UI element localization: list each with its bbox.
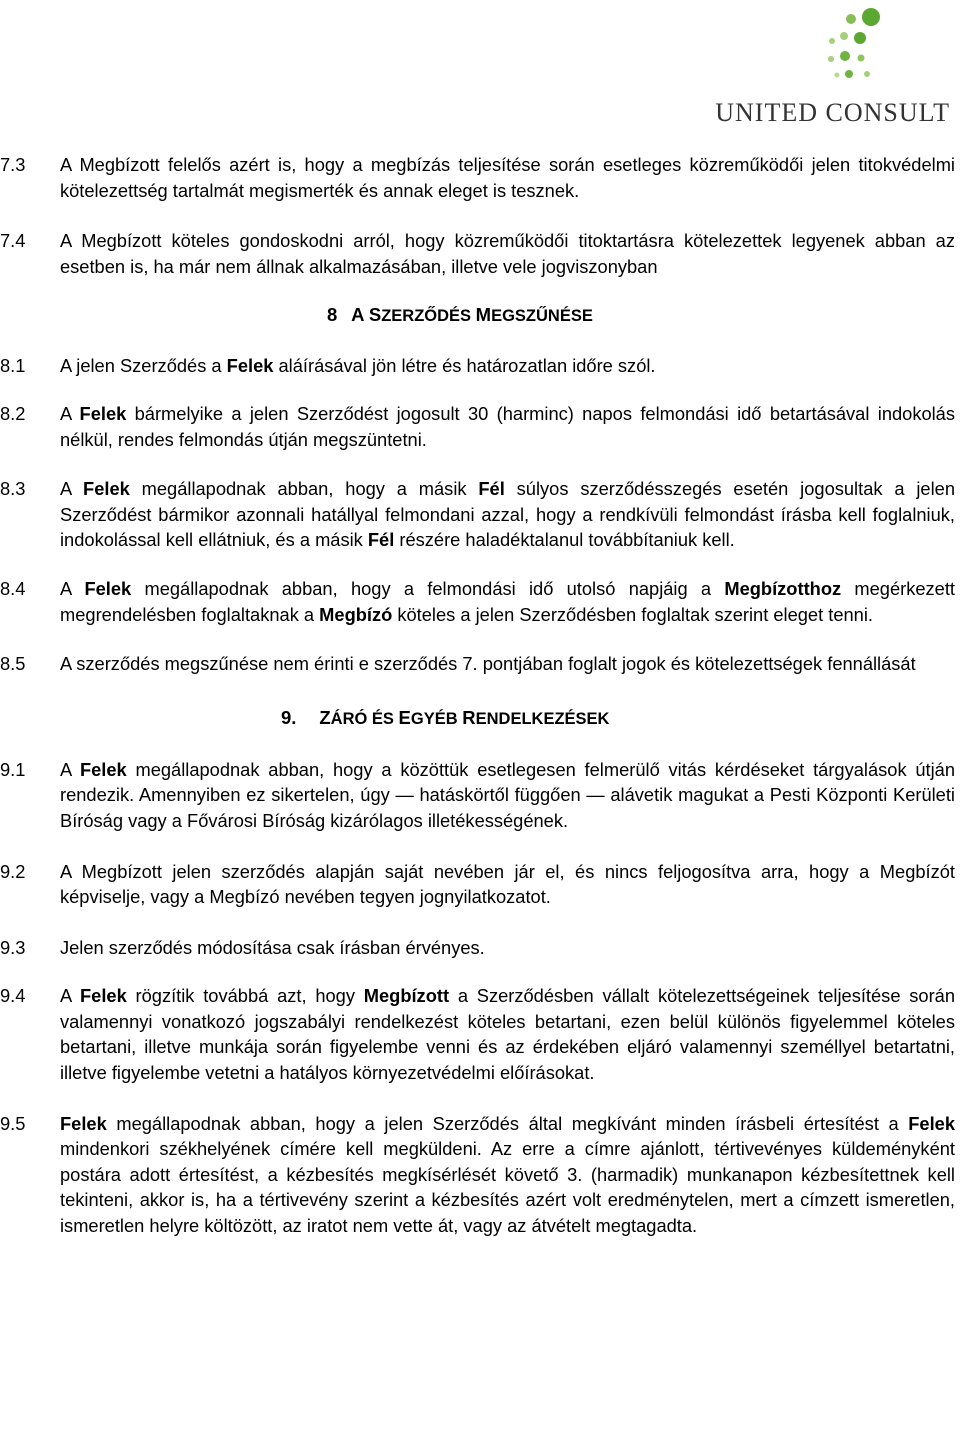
section-8-heading: 8 A SZERZŐDÉS MEGSZŰNÉSE [327,304,593,326]
clause-text: A Megbízott jelen szerződés alapján saját nevében jár el, és nincs feljogosítva arra, hogy a Megbízót képviselje, vagy a Megbízó nevében tegyen jognyilatkozatot. [60,860,955,908]
clause-7-4 [0,228,955,279]
clause-text: A Megbízott felelős azért is, hogy a megbízás teljesítése során esetleges közreműködői jelen titokvédelmi kötelezettség tartalmát megismerték és annak eleget is tesznek. [60,154,955,201]
section-9-heading: 9. ZÁRÓ ÉS EGYÉB RENDELKEZÉSEK [281,706,610,728]
section-number: 8 [327,304,338,326]
clause-8-1: 8.1 A jelen Szerződés a Felek aláírásával jön létre és határozatlan időre szól. [0,353,955,379]
clause-number: 9.1 [0,758,26,780]
clause-9-2 [0,859,955,910]
document-body [0,152,960,1239]
logo-text: UNITED CONSULT [715,98,950,127]
clause-number: 8.2 [0,402,26,424]
clause-8-2: 8.2 A Felek bármelyike a jelen Szerződést jogosult 30 (harminc) napos felmondási idő betartásával indokolás nélkül, rendes felmondás útján megszüntetni. [0,402,955,450]
clause-number: 8.1 [0,355,26,377]
section-number: 9. [281,706,297,728]
clause-number: 8.4 [0,577,26,599]
clause-9-4: 9.4 A Felek rögzítik továbbá azt, hogy Megbízott a Szerződésben vállalt kötelezettségeinek teljesítése során valamennyi vonatkozó jogszabályi rendelkezést köteles betartani, ezen belül különös figyelemmel köteles betartani, illetve munkája során figyelembe venni és az érdekében eljáró valamennyi személlyel betartatni, illetve figyelembe vetetni a hatályos környezetvédelmi előírásokat. [0,985,956,1084]
clause-9-3 [0,935,955,961]
clause-number: 9.4 [0,985,26,1007]
clause-8-5 [0,651,955,677]
clause-8-4: 8.4 A Felek megállapodnak abban, hogy a felmondási idő utolsó napjáig a Megbízotthoz megérkezett megrendelésben foglaltaknak a Megbízó köteles a jelen Szerződésben foglaltak szerint eleget tenni. [0,577,956,625]
clause-number: 8.3 [0,478,26,500]
clause-7-3 [0,152,955,203]
clause-text: A Megbízott köteles gondoskodni arról, hogy közreműködői titoktartásra kötelezettek legyenek abban az esetben is, ha már nem állnak alkalmazásában, illetve vele jogviszonyban [60,230,955,277]
clause-text: A szerződés megszűnése nem érinti e szerződés 7. pontjában foglalt jogok és kötelezettségek fennállását [60,653,916,675]
clause-number: 7.4 [0,230,26,252]
clause-9-5: 9.5 Felek megállapodnak abban, hogy a jelen Szerződés által megkívánt minden írásbeli értesítést a Felek mindenkori székhelyének címére kell megküldeni. Az erre a címre ajánlott, tértivevényes küldeményként postára adott értesítést, a kézbesítés megkísérlését követő 3. (harmadik) munkanapon kézbesítettnek kell tekinteni, akkor is, ha a tértivevény szerint a kézbesítés azért volt eredménytelen, mert a címzett ismeretlen, ismeretlen helyre költözött, az iratot nem vette át, vagy az átvételt megtagadta. [0,1112,955,1237]
clause-text: Jelen szerződés módosítása csak írásban érvényes. [60,936,485,958]
clause-9-1: 9.1 A Felek megállapodnak abban, hogy a közöttük esetlegesen felmerülő vitás kérdéseket tárgyalások útján rendezik. Amennyiben ez sikertelen, úgy — hatáskörtől függően — alávetik magukat a Pesti Központi Kerületi Bíróság vagy a Fővárosi Bíróság kizárólagos illetékességének. [0,758,956,831]
clause-number: 9.2 [0,860,26,882]
clause-number: 8.5 [0,653,26,675]
clause-number: 7.3 [0,154,26,175]
clause-number: 9.3 [0,936,26,958]
clause-8-3: 8.3 A Felek megállapodnak abban, hogy a másik Fél súlyos szerződésszegés esetén jogosultak a jelen Szerződést bármikor azonnali hatállyal felmondani azzal, hogy a rendkívüli felmondást írásba kell foglalniuk, indokolással kell ellátniuk, és a másik Fél részére haladéktalanul továbbítaniuk kell. [0,478,955,551]
company-logo [714,4,954,132]
logo-dots-icon [787,6,882,96]
clause-number: 9.5 [0,1112,26,1134]
